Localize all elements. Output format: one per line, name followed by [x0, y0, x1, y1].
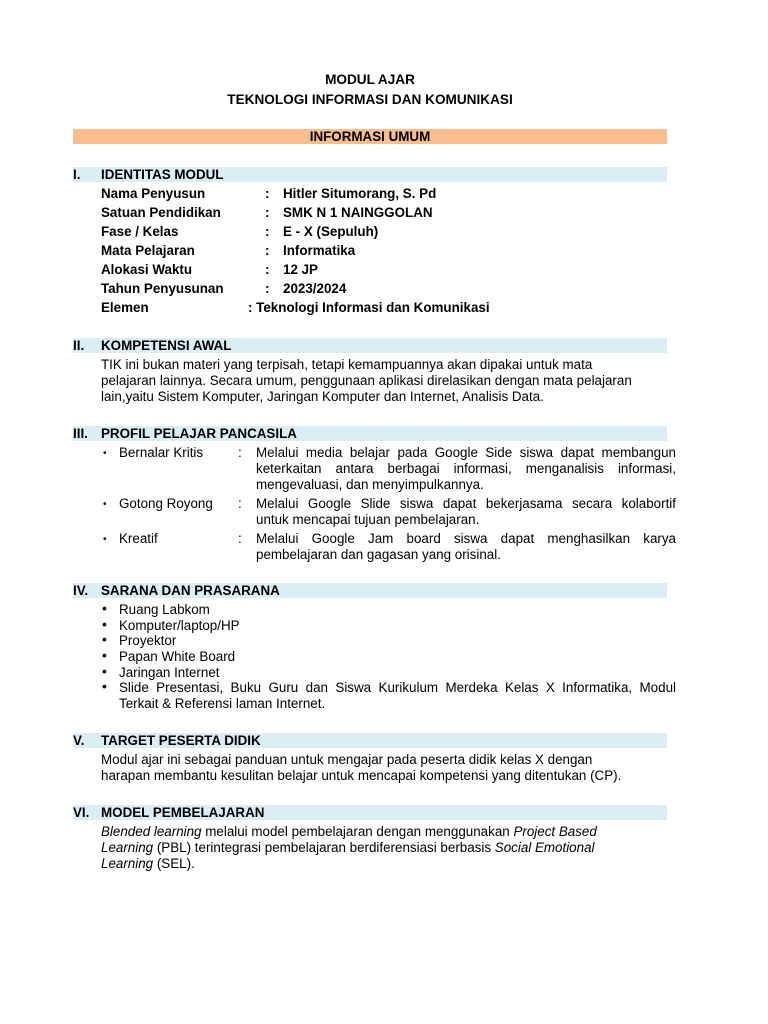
identitas-label: Tahun Penyusunan [101, 281, 224, 296]
identitas-label: Mata Pelajaran [101, 243, 195, 258]
model-italic-term: Learning [101, 840, 154, 855]
bullet-icon: • [102, 600, 107, 616]
model-text: melalui model pembelajaran dengan menggunakan [201, 824, 514, 839]
identitas-colon: : [265, 281, 270, 296]
section-title-profil: PROFIL PELAJAR PANCASILA [101, 426, 297, 441]
sarana-item: Jaringan Internet [119, 665, 220, 680]
identitas-colon: : [265, 186, 270, 201]
model-italic-term: Blended learning [101, 824, 202, 839]
profil-desc-line: Melalui media belajar pada Google Side siswa dapat membangun [256, 445, 676, 460]
sarana-item: Slide Presentasi, Buku Guru dan Siswa Kurikulum Merdeka Kelas X Informatika, Modul [119, 680, 676, 695]
profil-label: Kreatif [119, 531, 158, 546]
target-text-line: harapan membantu kesulitan belajar untuk mencapai kompetensi yang ditentukan (CP). [101, 768, 622, 783]
bullet-icon: • [102, 678, 107, 694]
model-italic-term: Social Emotional [494, 840, 595, 855]
section-number: VI. [73, 805, 90, 820]
identitas-value: E - X (Sepuluh) [283, 224, 379, 239]
kompetensi-text-line: pelajaran lainnya. Secara umum, penggunaan aplikasi direlasikan dengan mata pelajaran [101, 373, 632, 388]
model-text-line [101, 856, 667, 871]
identitas-colon: : [265, 262, 270, 277]
section-title-sarana: SARANA DAN PRASARANA [101, 583, 280, 598]
profil-colon: : [238, 531, 242, 546]
bullet-icon: • [102, 663, 107, 679]
profil-desc-line: untuk mencapai tujuan pembelajaran. [256, 512, 480, 527]
section-number: V. [73, 733, 85, 748]
bullet-icon: • [103, 499, 107, 510]
identitas-colon: : [265, 224, 270, 239]
identitas-value: : Teknologi Informasi dan Komunikasi [248, 300, 490, 315]
model-text: (SEL). [153, 856, 195, 871]
target-text-line: Modul ajar ini sebagai panduan untuk mengajar pada peserta didik kelas X dengan [101, 752, 593, 767]
section-number: II. [73, 338, 85, 353]
section-title-identitas: IDENTITAS MODUL [101, 167, 224, 182]
sarana-item-continued: Terkait & Referensi laman Internet. [119, 696, 326, 711]
identitas-label: Fase / Kelas [101, 224, 179, 239]
model-text-line [101, 824, 667, 839]
profil-label: Bernalar Kritis [119, 445, 204, 460]
section-number: III. [73, 426, 88, 441]
sarana-item: Proyektor [119, 633, 177, 648]
model-text: (PBL) terintegrasi pembelajaran berdiferensiasi berbasis [153, 840, 495, 855]
model-italic-term: Project Based [513, 824, 597, 839]
sarana-item: Papan White Board [119, 649, 236, 664]
document-subtitle: TEKNOLOGI INFORMASI DAN KOMUNIKASI [227, 92, 513, 107]
kompetensi-text-line: TIK ini bukan materi yang terpisah, tetapi kemampuannya akan dipakai untuk mata [101, 357, 593, 372]
identitas-colon: : [265, 243, 270, 258]
profil-desc-line: Melalui Google Jam board siswa dapat menghasilkan karya [256, 531, 676, 546]
profil-label: Gotong Royong [119, 496, 213, 511]
identitas-value: 12 JP [283, 262, 318, 277]
identitas-label: Satuan Pendidikan [101, 205, 221, 220]
section-number: IV. [73, 583, 89, 598]
model-text-line [101, 840, 667, 855]
document-title: MODUL AJAR [325, 72, 415, 87]
section-title-kompetensi: KOMPETENSI AWAL [101, 338, 232, 353]
kompetensi-text-line: lain,yaitu Sistem Komputer, Jaringan Komputer dan Internet, Analisis Data. [101, 389, 544, 404]
identitas-value: Hitler Situmorang, S. Pd [283, 186, 437, 201]
section-number: I. [73, 167, 81, 182]
identitas-label: Elemen [101, 300, 149, 315]
section-title-model: MODEL PEMBELAJARAN [101, 805, 265, 820]
profil-desc-line: pembelajaran dan gagasan yang orisinal. [256, 547, 501, 562]
sarana-item: Komputer/laptop/HP [119, 618, 240, 633]
sarana-item: Ruang Labkom [119, 602, 210, 617]
profil-desc-line: mengevaluasi, dan menyimpulkannya. [256, 477, 484, 492]
profil-desc-line: Melalui Google Slide siswa dapat bekerjasama secara kolabortif [256, 496, 676, 511]
bullet-icon: • [103, 534, 107, 545]
bullet-icon: • [102, 647, 107, 663]
bullet-icon: • [103, 448, 107, 459]
bullet-icon: • [102, 631, 107, 647]
model-italic-term: Learning [101, 856, 154, 871]
informasi-umum-banner: INFORMASI UMUM [73, 129, 667, 144]
identitas-label: Nama Penyusun [101, 186, 206, 201]
section-title-target: TARGET PESERTA DIDIK [101, 733, 261, 748]
profil-colon: : [238, 496, 242, 511]
identitas-label: Alokasi Waktu [101, 262, 193, 277]
profil-colon: : [238, 445, 242, 460]
identitas-value: 2023/2024 [283, 281, 347, 296]
profil-desc-line: keterkaitan antara berbagai informasi, menganalisis informasi, [256, 461, 676, 476]
identitas-value: SMK N 1 NAINGGOLAN [283, 205, 433, 220]
identitas-value: Informatika [283, 243, 356, 258]
identitas-colon: : [265, 205, 270, 220]
bullet-icon: • [102, 616, 107, 632]
